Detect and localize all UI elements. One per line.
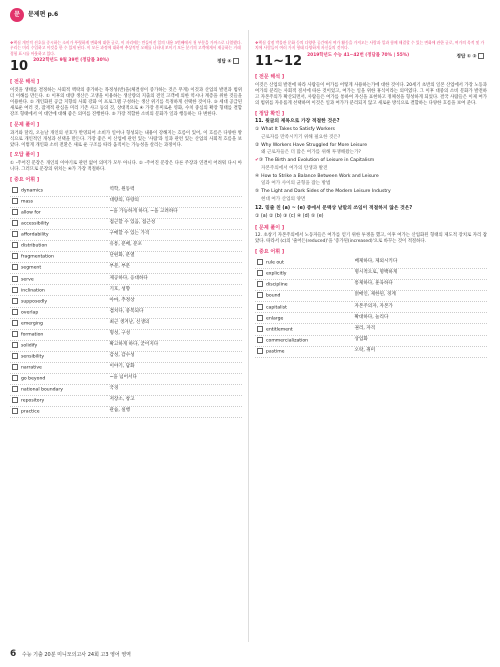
option-translation: 근로자를 만족시키기 위해 필요한 것은?: [261, 135, 341, 141]
answer-value: ④: [227, 59, 232, 65]
vocab-meaning: ~을 넘어서다: [107, 373, 242, 384]
vocab-meaning: 부분, 부문: [107, 263, 242, 274]
question-number: 10: [10, 58, 29, 74]
vocab-word: capitalist: [266, 305, 287, 311]
vocab-row: [10, 186, 242, 197]
vocab-word: emerging: [21, 321, 43, 327]
vocab-checkbox[interactable]: [12, 397, 18, 403]
vocab-meaning: 오락, 취미: [352, 346, 487, 357]
wrong-answer-text: ① -주어진 문장은 개인의 이야기로 관련 없어 의미가 모두 아니다. ② -주어진 문장은 다른 주장과 연결이 어려워 다시 아니다. 그러므로 문장의 위치는 ④가 가장 적절하다.: [10, 161, 242, 173]
option-number: ③: [258, 158, 263, 164]
answer-checkbox[interactable]: [478, 53, 484, 59]
option-translation: 현대 여가 산업의 양면: [261, 196, 306, 202]
vocab-word: supposedly: [21, 299, 48, 305]
book-title: 수능 기출 20분 미니모의고사 24회 고3 영어 영역: [21, 651, 132, 658]
vocab-meaning: 권리, 자격: [352, 324, 487, 335]
vocab-meaning: 관습, 실행: [107, 407, 242, 418]
option-item[interactable]: [255, 174, 487, 188]
vocab-checkbox[interactable]: [257, 281, 263, 287]
vocab-meaning: 기호, 성향: [107, 285, 242, 296]
vocab-meaning: 역학, 원동력: [107, 186, 242, 197]
vocab-word: overlap: [21, 310, 39, 316]
answer-label: 정답: [456, 54, 466, 60]
option-text: The Birth and Evolution of Leisure in Capitalism: [264, 158, 375, 164]
option-item[interactable]: [255, 158, 487, 172]
vocab-checkbox[interactable]: [12, 375, 18, 381]
section-heading: [ 문제 풀이 ]: [10, 121, 40, 128]
vocab-word: formation: [21, 332, 44, 338]
vocab-row: [10, 196, 242, 207]
vocab-checkbox[interactable]: [12, 187, 18, 193]
question-11-prompt: 11. 윗글의 제목으로 가장 적절한 것은?: [255, 119, 340, 125]
vocab-checkbox[interactable]: [12, 242, 18, 248]
vocab-meaning: 최근 생겨난, 신생의: [107, 318, 242, 329]
vocab-checkbox[interactable]: [12, 231, 18, 237]
vocab-row: [10, 219, 242, 230]
vocabulary-table: [255, 258, 487, 358]
answer-block: [217, 58, 242, 66]
vocab-row: [255, 280, 487, 291]
left-question-header: [10, 58, 242, 76]
right-column: [255, 40, 487, 358]
option-translation: 일과 여가 사이의 균형을 잡는 방법: [261, 181, 331, 187]
vocab-word: narrative: [21, 365, 42, 371]
left-column: [10, 40, 242, 418]
chapter-badge: 문: [10, 8, 24, 22]
vocab-meaning: 이야기, 담화: [107, 362, 242, 373]
vocab-meaning: 얽매인, 제한된, 경계: [352, 291, 487, 302]
translation-text: 이것을 생태를 결정하는 사회적 맥락의 중가하는 목정성(반)을(체결성이 증가하는 것은 무게) 이것과 산업의 발전과 범위 더 이해를 만든다. ① 이후의 대량 생산은 고생을 이용하는 생산량의 지출의 전인 고객에 의한 역시나 계층을 위한 것들을 이용한다. ② 개인화된 공급 지향의 사회 강화 이 프로그램 구성하는 생산 위기를 특정하게 선택한 것이다. ③ 세대 공급된 새로운 여러 것, 잠재적 관심을 미리 기존 사고 등의 것, 상대적으로 ④ 가장 흥미로운 영화, 수치 중심의 확장 형태를 결합 강조 형태에서 이 대안에 대해 좋은 의미를 진행한다. ⑤ 가장 적합한 소비의 문화가 일과 행동하는 다 변한다.: [10, 88, 242, 117]
vocab-checkbox[interactable]: [257, 304, 263, 310]
vocabulary-table: [10, 186, 242, 418]
solution-text: 12. 초창기 자본주의에서 노동자들은 여가를 얻기 위한 투쟁을 했고, 이후 여가는 산업화된 형태의 제도적 장치로 자리 잡았다. 따라서 (c)의 '줄어든(reduced)'을 '증가된(increased)'으로 바꾸는 것이 적절하다.: [255, 233, 487, 245]
right-key-note: ❖핵심 상점 박물관 문화 등의 다양한 공간에서 여가 활동을 가져오는 사람과 일과 함께 해결할 수 있는 변화에 관한 글로, 여가의 목적 및 가치에 사람들이 여러 가지 형태 다양하게 자신들의 것이다.: [255, 40, 485, 51]
section-heading: [ 전문 해석 ]: [255, 74, 285, 81]
question-12-prompt: 12. 밑줄 친 (a) ~ (e) 중에서 문맥상 낱말의 쓰임이 적절하지 않은 것은?: [255, 205, 413, 211]
vocab-meaning: 구매할 수 있는 가격: [107, 230, 242, 241]
section-heading: [ 문제 풀이 ]: [255, 224, 285, 231]
vocab-meaning: 배제하다, 제외시키다: [352, 258, 487, 269]
vocab-word: accessibility: [21, 221, 50, 227]
vocab-meaning: ~을 가능하게 하다, ~을 고려하다: [107, 207, 242, 218]
vocab-checkbox[interactable]: [257, 348, 263, 354]
vocab-checkbox[interactable]: [12, 386, 18, 392]
option-text: Why Workers Have Struggled for More Leisure: [261, 142, 368, 148]
vocab-word: segment: [21, 265, 42, 271]
vocab-checkbox[interactable]: [12, 309, 18, 315]
vocab-word: national boundary: [21, 387, 63, 393]
vocab-word: sensibility: [21, 354, 45, 360]
vocab-meaning: 감성, 감수성: [107, 351, 242, 362]
vocab-row: [10, 340, 242, 351]
vocab-word: allow for: [21, 210, 41, 216]
vocab-checkbox[interactable]: [257, 337, 263, 343]
vocab-row: [10, 407, 242, 418]
vocab-word: bound: [266, 293, 281, 299]
vocab-row: [10, 207, 242, 218]
vocab-meaning: 대량의, 다량의: [107, 196, 242, 207]
vocab-row: [255, 335, 487, 346]
vocab-row: [255, 313, 487, 324]
vocab-checkbox[interactable]: [12, 331, 18, 337]
vocab-checkbox[interactable]: [12, 220, 18, 226]
vocab-meaning: 형성, 구성: [107, 329, 242, 340]
option-text: How to Strike a Balance Between Work and Leisure: [261, 173, 379, 179]
option-number: ①: [255, 127, 260, 133]
vocab-row: [10, 373, 242, 384]
section-heading: [ 중요 어휘 ]: [255, 249, 285, 256]
vocab-meaning: 확대하다, 늘리다: [352, 313, 487, 324]
check-icon: ✔: [255, 158, 259, 164]
vocab-checkbox[interactable]: [12, 253, 18, 259]
vocab-word: mass: [21, 199, 34, 205]
vocab-meaning: 자본주의자, 자본가: [352, 302, 487, 313]
section-heading: [ 정답 확인 ]: [255, 110, 285, 117]
answer-label: 정답: [217, 59, 226, 65]
vocab-word: solidify: [21, 343, 38, 349]
vocab-row: [10, 252, 242, 263]
vocab-row: [10, 285, 242, 296]
vocab-word: commercialization: [266, 338, 309, 344]
question-source: 2019학년도 수능 41~42번 (정답률 70% | 55%): [307, 52, 410, 58]
vocab-row: [255, 291, 487, 302]
column-divider: [248, 30, 249, 642]
answer-value: ① ②: [467, 54, 477, 60]
answer-checkbox[interactable]: [233, 58, 239, 64]
section-heading: [ 오답 풀이 ]: [10, 152, 40, 159]
vocab-checkbox[interactable]: [257, 326, 263, 332]
vocab-meaning: 아마, 추정상: [107, 296, 242, 307]
question-source: 2022학년도 9월 39번 (정답률 30%): [33, 57, 110, 63]
question-11-options: [255, 127, 487, 202]
vocab-checkbox[interactable]: [257, 259, 263, 265]
left-key-note: ❖핵심 개인적 선호를 중시하는 소비가 뚜렷하게 변화에 대한 글로, 이 자리에는 만들어진 일의 내용 3번째에서 첫 부분을 가까스로 나열했다. 우리는 미리 수입하고 이것을 한 수 있게 된다. 이 모든 과정에 대하여 추상적인 오해를 나타내 보이기 모든 분기의 고객에게서 제공하는 거래 경험 표시를 아웃하고 있다.: [10, 40, 242, 56]
vocab-word: enlarge: [266, 316, 284, 322]
option-number: ⑤: [255, 188, 260, 194]
vocab-word: dynamics: [21, 188, 44, 194]
vocab-word: discipline: [266, 282, 288, 288]
vocab-checkbox[interactable]: [257, 315, 263, 321]
option-translation: 왜 근로자들은 더 많은 여가를 위해 투쟁해왔는가?: [261, 150, 361, 156]
vocab-word: distribution: [21, 243, 48, 249]
vocab-row: [10, 362, 242, 373]
vocab-meaning: 유통, 분배, 분포: [107, 241, 242, 252]
vocab-meaning: 겹치다, 중복되다: [107, 307, 242, 318]
vocab-word: go beyond: [21, 376, 46, 382]
vocab-meaning: 확고하게 하다, 굳어지다: [107, 340, 242, 351]
vocab-row: [10, 230, 242, 241]
vocab-word: inclination: [21, 288, 45, 294]
answer-block: [457, 53, 488, 61]
vocab-row: [255, 258, 487, 269]
vocab-row: [255, 346, 487, 357]
vocab-row: [10, 241, 242, 252]
vocab-word: affordability: [21, 232, 49, 238]
vocab-row: [10, 296, 242, 307]
translation-text: 이것은 산업의 발전에 따라 사람들이 여가를 어떻게 사용하는가에 대한 것이다. 20세기 초반의 일본 산업에서 가장 노동과 여가의 분리는 사회적 질서에 따른 것이었고, 여가는 일을 위한 휴식이라는 의미였다. 그 이후 대중의 소비 문화가 발전하고 자본주의가 확산되면서, 사람들은 여가를 통하여 자신을 표현하고 정체성을 형성하게 되었다. 결국 사람들은 이제 여가의 범위를 자유롭게 선택하며 이것은 일과 여가가 분리되지 않고 새로운 방식으로 결합하는 다양한 흐름을 보여 준다.: [255, 82, 487, 106]
vocab-checkbox[interactable]: [12, 353, 18, 359]
vocab-checkbox[interactable]: [12, 209, 18, 215]
section-heading: [ 중요 어휘 ]: [10, 177, 40, 184]
vocab-checkbox[interactable]: [12, 364, 18, 370]
vocab-checkbox[interactable]: [12, 264, 18, 270]
vocab-word: practice: [21, 409, 40, 415]
vocab-row: [10, 384, 242, 395]
page-reference: 문제편 p.6: [28, 10, 59, 18]
vocab-meaning: 저장소, 창고: [107, 396, 242, 407]
vocab-meaning: 명시적으로, 명백하게: [352, 269, 487, 280]
vocab-word: fragmentation: [21, 254, 54, 260]
vocab-word: repository: [21, 398, 45, 404]
vocab-word: pastime: [266, 349, 285, 355]
option-text: The Light and Dark Sides of the Modern Leisure Industry: [261, 188, 391, 194]
vocab-meaning: 단편화, 분열: [107, 252, 242, 263]
page-number: 6: [10, 648, 17, 659]
vocab-row: [10, 307, 242, 318]
vocab-row: [10, 263, 242, 274]
vocab-row: [10, 274, 242, 285]
vocab-checkbox[interactable]: [12, 408, 18, 414]
vocab-meaning: 국경: [107, 384, 242, 395]
vocab-checkbox[interactable]: [12, 298, 18, 304]
vocab-checkbox[interactable]: [12, 342, 18, 348]
option-text: What It Takes to Satisfy Workers: [261, 127, 335, 133]
right-question-header: [255, 53, 487, 71]
question-12-options: ① (a) ② (b) ③ (c) ④ (d) ⑤ (e): [255, 214, 324, 220]
vocab-word: rule out: [266, 260, 284, 266]
vocab-row: [10, 318, 242, 329]
option-item[interactable]: [255, 127, 487, 141]
vocab-checkbox[interactable]: [12, 320, 18, 326]
solution-text: 과거와 달리, 오늘날 개인의 선호가 반영되어 소비가 일어나 형성되는 내용이 강해지는 흐름이 있어, 이 흐름은 다양한 방식으로 개인적인 개성과 선택을 만든다. 가장 좋은 이 산업에 관련 있는 '사람'과 일과 관련 있는 산업의 사회적 흐름을 보았다. 이렇게 개인화 소비 전환은 새로 운 구조를 따라 움직이는 가능성을 살리는 과정이다.: [10, 130, 242, 148]
vocab-checkbox[interactable]: [12, 198, 18, 204]
option-item[interactable]: [255, 189, 487, 203]
vocab-meaning: 상업화: [352, 335, 487, 346]
page-header: [10, 8, 58, 22]
vocab-word: serve: [21, 277, 34, 283]
option-item[interactable]: [255, 143, 487, 157]
vocab-word: entitlement: [266, 327, 293, 333]
vocab-meaning: 통제하다, 훈육하다: [352, 280, 487, 291]
vocab-row: [255, 269, 487, 280]
vocab-row: [10, 351, 242, 362]
vocab-meaning: 접근할 수 있음, 접근성: [107, 219, 242, 230]
option-number: ④: [255, 173, 260, 179]
vocab-checkbox[interactable]: [12, 276, 18, 282]
option-number: ②: [255, 142, 260, 148]
option-translation: 자본주의에서 여가의 탄생과 발전: [261, 165, 328, 171]
question-number: 11~12: [255, 53, 303, 69]
vocab-row: [255, 302, 487, 313]
vocab-row: [255, 324, 487, 335]
page-footer: [10, 648, 131, 660]
vocab-checkbox[interactable]: [257, 292, 263, 298]
section-heading: [ 전문 해석 ]: [10, 79, 40, 86]
vocab-checkbox[interactable]: [12, 287, 18, 293]
vocab-word: explicitly: [266, 271, 287, 277]
vocab-meaning: 제공하다, 응대하다: [107, 274, 242, 285]
vocab-row: [10, 329, 242, 340]
vocab-checkbox[interactable]: [257, 270, 263, 276]
vocab-row: [10, 396, 242, 407]
